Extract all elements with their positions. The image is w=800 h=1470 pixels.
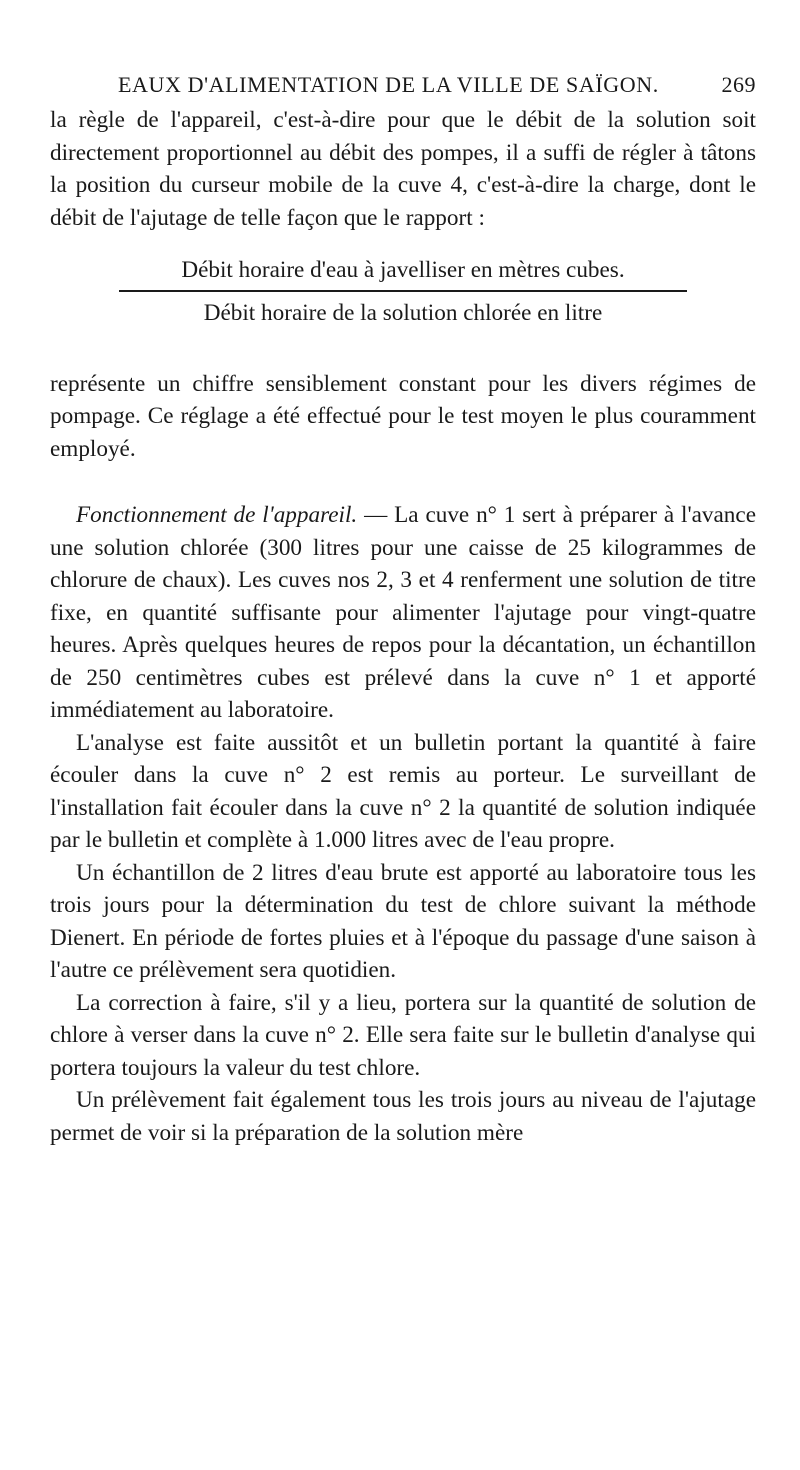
- fraction-numerator: Débit horaire d'eau à javelliser en mètres cubes.: [181, 257, 625, 283]
- ratio-fraction: [50, 254, 756, 328]
- section-heading: Fonctionnement de l'appareil.: [76, 502, 358, 528]
- paragraph-echantillon: Un échantillon de 2 litres d'eau brute est apporté au laboratoire tous les trois jours pour la détermination du test de chlore suivant la méthode Dienert. En période de fortes pluies et à l'époque du passage d'une saison à l'autre ce prélèvement sera quotidien.: [50, 859, 756, 983]
- paragraph-fonctionnement: [50, 499, 756, 727]
- paragraph-correction: La correction à faire, s'il y a lieu, portera sur la quantité de solution de chlore à verser dans la cuve n° 2. Elle sera faite sur le bulletin d'analyse qui portera toujours la valeur du test chlore.: [50, 989, 756, 1081]
- page: [50, 72, 756, 1149]
- paragraph-prelevement: Un prélèvement fait également tous les trois jours au niveau de l'ajutage permet de voir si la préparation de la solution mère: [50, 1087, 756, 1146]
- running-head: [118, 72, 756, 98]
- paragraph-intro: la règle de l'appareil, c'est-à-dire pour que le débit de la solution soit directement proportionnel au débit des pompes, il a suffi de régler à tâtons la position du curseur mobile de la cuve 4, c'est-à-dire la charge, dont le débit de l'ajutage de telle façon que le rapport :: [50, 107, 756, 231]
- running-title: EAUX D'ALIMENTATION DE LA VILLE DE SAÏGON.: [118, 72, 659, 97]
- paragraph-analyse: L'analyse est faite aussitôt et un bulletin portant la quantité à faire écouler dans la cuve n° 2 est remis au porteur. Le surveillant de l'installation fait écouler dans la cuve n° 2 la quantité de solution indiquée par le bulletin et complète à 1.000 litres avec de l'eau propre.: [50, 729, 756, 853]
- paragraph-after-fraction: représente un chiffre sensiblement constant pour les divers régimes de pompage. Ce réglage a été effectué pour le test moyen le plus couramment employé.: [50, 370, 756, 462]
- fraction-denominator: Débit horaire de la solution chlorée en litre: [203, 299, 603, 326]
- section-text: — La cuve n° 1 sert à préparer à l'avance une solution chlorée (300 litres pour une caisse de 25 kilogrammes de chlorure de chaux). Les cuves nos 2, 3 et 4 renferment une solution de titre fixe, en quantité suffisante pour alimenter l'ajutage pour vingt-quatre heures. Après quelques heures de repos pour la décantation, un échantillon de 250 centimètres cubes est prélevé dans la cuve n° 1 et apporté immédiatement au laboratoire.: [50, 502, 756, 723]
- fraction-bar: [119, 290, 687, 292]
- page-number: 269: [721, 72, 756, 97]
